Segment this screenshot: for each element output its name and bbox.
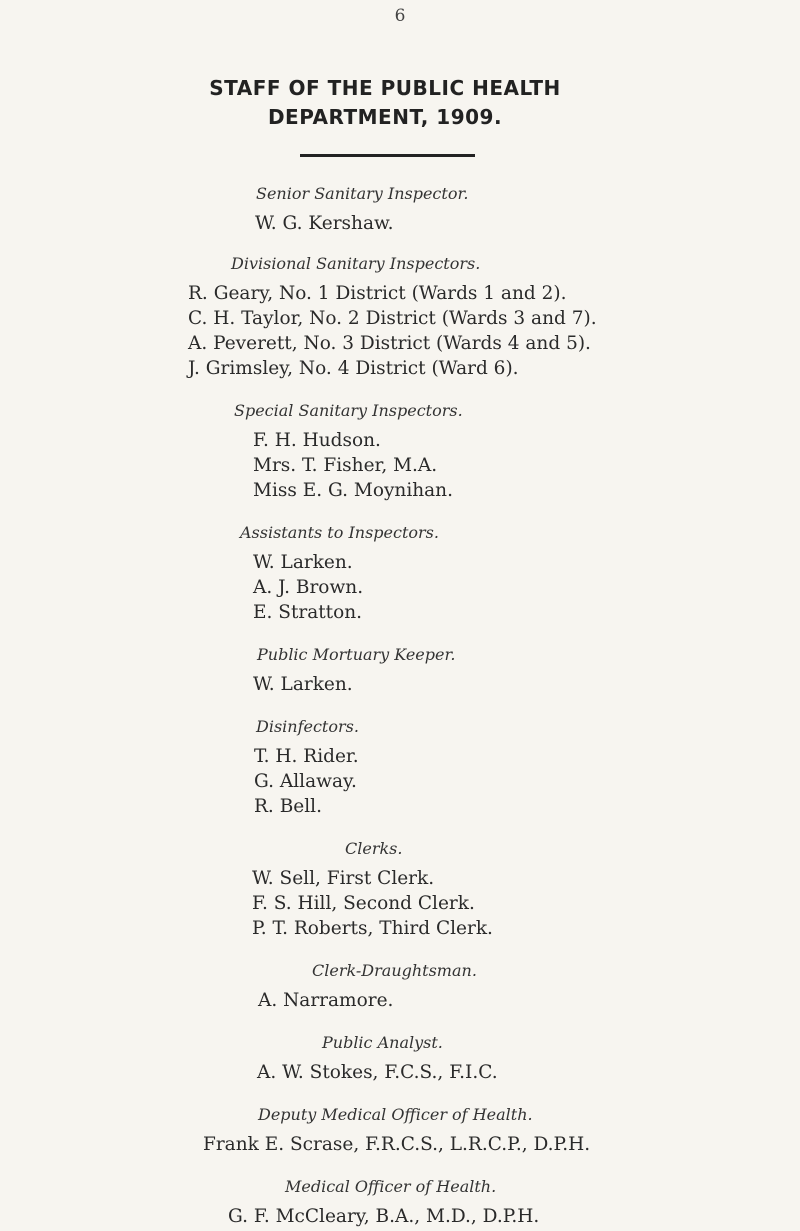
title-divider — [300, 154, 475, 157]
staff-entry: F. S. Hill, Second Clerk. — [252, 893, 475, 914]
page-number: 6 — [394, 6, 406, 26]
staff-entry: G. Allaway. — [254, 771, 357, 792]
staff-entry: P. T. Roberts, Third Clerk. — [252, 918, 493, 939]
staff-entry: A. Peverett, No. 3 District (Wards 4 and 5). — [188, 333, 591, 354]
page-title-line-1: STAFF OF THE PUBLIC HEALTH — [209, 76, 561, 100]
staff-entry: C. H. Taylor, No. 2 District (Wards 3 and 7). — [188, 308, 597, 329]
section-heading-public-mortuary-keeper: Public Mortuary Keeper. — [257, 645, 456, 664]
section-heading-clerk-draughtsman: Clerk-Draughtsman. — [312, 961, 477, 980]
section-heading-deputy-medical-officer-of-health: Deputy Medical Officer of Health. — [258, 1105, 533, 1124]
page-title — [0, 74, 770, 132]
staff-entry: A. Narramore. — [258, 990, 394, 1011]
staff-entry: Miss E. G. Moynihan. — [253, 480, 453, 501]
staff-entry: W. G. Kershaw. — [255, 213, 394, 234]
staff-entry: W. Larken. — [253, 674, 353, 695]
section-heading-clerks: Clerks. — [345, 839, 403, 858]
page-title-line-2: DEPARTMENT, 1909. — [267, 105, 503, 129]
section-heading-public-analyst: Public Analyst. — [322, 1033, 443, 1052]
staff-entry: E. Stratton. — [253, 602, 363, 623]
staff-entry: A. W. Stokes, F.C.S., F.I.C. — [257, 1062, 498, 1083]
staff-entry: A. J. Brown. — [253, 577, 364, 598]
staff-entry: T. H. Rider. — [254, 746, 359, 767]
section-heading-assistants-to-inspectors: Assistants to Inspectors. — [240, 523, 439, 542]
staff-entry: W. Larken. — [253, 552, 353, 573]
staff-entry: W. Sell, First Clerk. — [252, 868, 435, 889]
section-heading-senior-sanitary-inspector: Senior Sanitary Inspector. — [256, 184, 469, 203]
section-heading-disinfectors: Disinfectors. — [256, 717, 359, 736]
section-heading-medical-officer-of-health: Medical Officer of Health. — [285, 1177, 497, 1196]
section-heading-divisional-sanitary-inspectors: Divisional Sanitary Inspectors. — [231, 254, 481, 273]
staff-entry: G. F. McCleary, B.A., M.D., D.P.H. — [228, 1206, 540, 1227]
staff-entry: F. H. Hudson. — [253, 430, 381, 451]
staff-entry: Mrs. T. Fisher, M.A. — [253, 455, 438, 476]
staff-entry: R. Bell. — [254, 796, 322, 817]
staff-entry: J. Grimsley, No. 4 District (Ward 6). — [188, 358, 519, 379]
staff-entry: R. Geary, No. 1 District (Wards 1 and 2). — [188, 283, 567, 304]
section-heading-special-sanitary-inspectors: Special Sanitary Inspectors. — [234, 401, 463, 420]
staff-entry: Frank E. Scrase, F.R.C.S., L.R.C.P., D.P.H. — [203, 1134, 591, 1155]
